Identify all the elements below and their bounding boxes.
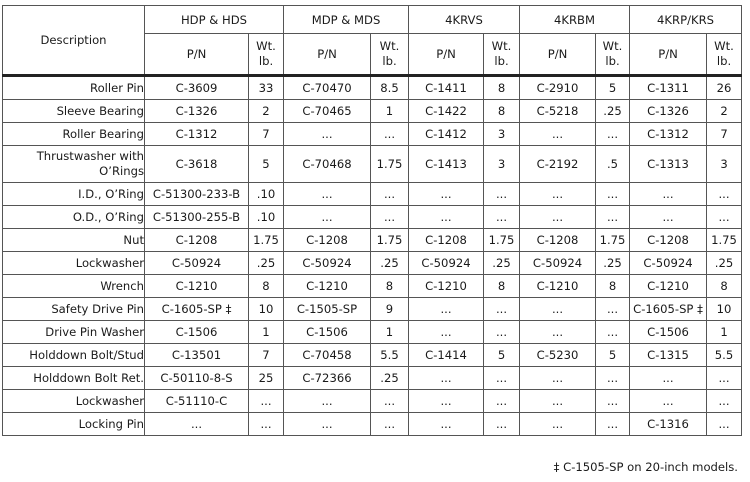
part-number-cell: ... <box>520 321 596 344</box>
part-description-line: O.D., O’Ring <box>72 209 144 224</box>
weight-cell: 8.5 <box>371 76 409 100</box>
part-number-cell: ... <box>520 367 596 390</box>
part-description-line: Drive Pin Washer <box>45 324 144 339</box>
part-number-cell: C-1311 <box>630 76 707 100</box>
table-row <box>3 100 742 123</box>
table-row <box>3 252 742 275</box>
weight-cell: 5.5 <box>371 344 409 367</box>
part-number-cell: C-1506 <box>145 321 249 344</box>
part-description <box>3 367 145 390</box>
part-number-cell: ... <box>409 413 484 436</box>
part-description-line: Thrustwasher with <box>36 149 144 163</box>
weight-cell: .25 <box>249 252 284 275</box>
weight-cell: 8 <box>484 275 520 298</box>
part-number-cell: C-1315 <box>630 344 707 367</box>
weight-cell: 10 <box>707 298 742 321</box>
weight-cell: ... <box>596 390 630 413</box>
part-number-cell: C-1210 <box>284 275 371 298</box>
weight-header <box>596 34 630 76</box>
weight-cell: .25 <box>371 367 409 390</box>
weight-header <box>484 34 520 76</box>
weight-cell: ... <box>596 298 630 321</box>
weight-header <box>707 34 742 76</box>
part-number-cell: C-1605-SP ‡ <box>145 298 249 321</box>
weight-cell: ... <box>596 321 630 344</box>
part-description <box>3 390 145 413</box>
part-number-cell: ... <box>284 206 371 229</box>
part-number-cell: C-50110-8-S <box>145 367 249 390</box>
part-number-cell: C-1210 <box>145 275 249 298</box>
model-header: HDP & HDS <box>145 6 284 34</box>
table-row <box>3 229 742 252</box>
weight-header-line: Wt. <box>256 39 276 53</box>
weight-cell: ... <box>596 413 630 436</box>
part-number-cell: ... <box>284 413 371 436</box>
pn-header: P/N <box>145 34 249 76</box>
pn-header: P/N <box>520 34 596 76</box>
part-description-line: Locking Pin <box>78 416 144 431</box>
part-number-cell: ... <box>630 206 707 229</box>
part-number-cell: C-2910 <box>520 76 596 100</box>
part-number-cell: C-5230 <box>520 344 596 367</box>
part-number-cell: C-1313 <box>630 146 707 183</box>
weight-cell: .10 <box>249 183 284 206</box>
weight-header <box>249 34 284 76</box>
weight-cell: ... <box>484 390 520 413</box>
weight-header-line: Wt. <box>491 39 512 53</box>
weight-cell: 10 <box>249 298 284 321</box>
weight-cell: 1 <box>371 100 409 123</box>
part-description <box>3 123 145 146</box>
weight-cell: ... <box>371 123 409 146</box>
weight-cell: ... <box>249 413 284 436</box>
part-number-cell: ... <box>145 413 249 436</box>
part-number-cell: C-1326 <box>145 100 249 123</box>
part-description-line: Sleeve Bearing <box>56 103 144 118</box>
weight-cell: 1 <box>249 321 284 344</box>
part-description <box>3 275 145 298</box>
part-number-cell: C-51110-C <box>145 390 249 413</box>
weight-header <box>371 34 409 76</box>
part-description-line: Nut <box>123 232 144 247</box>
model-header-row <box>3 6 742 34</box>
part-number-cell: C-1208 <box>520 229 596 252</box>
part-number-cell: C-1411 <box>409 76 484 100</box>
weight-cell: .25 <box>596 100 630 123</box>
table-row <box>3 183 742 206</box>
part-number-cell: C-50924 <box>145 252 249 275</box>
part-description <box>3 321 145 344</box>
weight-cell: 8 <box>484 100 520 123</box>
part-number-cell: C-1316 <box>630 413 707 436</box>
weight-cell: 3 <box>484 146 520 183</box>
part-number-cell: ... <box>409 183 484 206</box>
description-header: Description <box>3 6 145 76</box>
weight-cell: ... <box>371 390 409 413</box>
part-number-cell: C-1326 <box>630 100 707 123</box>
table-row <box>3 298 742 321</box>
part-description-line: Wrench <box>100 278 144 293</box>
weight-header-line: Wt. <box>714 39 734 53</box>
weight-cell: 7 <box>249 123 284 146</box>
weight-cell: ... <box>484 321 520 344</box>
weight-header-line: lb. <box>605 54 620 68</box>
model-header: 4KRVS <box>409 6 520 34</box>
model-header: MDP & MDS <box>284 6 409 34</box>
part-description-line: Holddown Bolt Ret. <box>33 370 144 385</box>
part-number-cell: ... <box>630 367 707 390</box>
part-number-cell: C-1210 <box>409 275 484 298</box>
weight-cell: 1.75 <box>249 229 284 252</box>
weight-cell: ... <box>596 367 630 390</box>
weight-cell: 1.75 <box>596 229 630 252</box>
table-row <box>3 390 742 413</box>
part-number-cell: C-1412 <box>409 123 484 146</box>
weight-cell: ... <box>371 183 409 206</box>
part-number-cell: ... <box>520 298 596 321</box>
weight-cell: 1.75 <box>707 229 742 252</box>
weight-cell: 8 <box>371 275 409 298</box>
weight-cell: 8 <box>596 275 630 298</box>
part-number-cell: ... <box>520 413 596 436</box>
weight-cell: ... <box>484 183 520 206</box>
weight-cell: 25 <box>249 367 284 390</box>
part-description-line: Holddown Bolt/Stud <box>29 347 144 362</box>
weight-cell: ... <box>484 413 520 436</box>
weight-cell: .25 <box>596 252 630 275</box>
part-number-cell: ... <box>409 206 484 229</box>
part-number-cell: C-72366 <box>284 367 371 390</box>
weight-header-line: lb. <box>716 54 732 68</box>
weight-cell: .25 <box>371 252 409 275</box>
part-number-cell: C-1506 <box>284 321 371 344</box>
pn-header: P/N <box>409 34 484 76</box>
part-number-cell: C-1414 <box>409 344 484 367</box>
weight-cell: .5 <box>596 146 630 183</box>
part-number-cell: C-1210 <box>630 275 707 298</box>
table-row <box>3 367 742 390</box>
weight-cell: ... <box>596 123 630 146</box>
part-number-cell: ... <box>409 298 484 321</box>
weight-cell: 1.75 <box>371 146 409 183</box>
part-number-cell: C-50924 <box>409 252 484 275</box>
part-description-line: O’Rings <box>99 164 144 178</box>
weight-cell: 1 <box>371 321 409 344</box>
part-description <box>3 206 145 229</box>
weight-cell: 2 <box>249 100 284 123</box>
part-number-cell: C-1605-SP ‡ <box>630 298 707 321</box>
footnote: ‡ C-1505-SP on 20-inch models. <box>553 460 738 474</box>
weight-cell: 1 <box>707 321 742 344</box>
weight-cell: 1.75 <box>371 229 409 252</box>
part-number-cell: C-50924 <box>284 252 371 275</box>
part-number-cell: ... <box>520 206 596 229</box>
pn-header: P/N <box>630 34 707 76</box>
weight-cell: 3 <box>707 146 742 183</box>
table-row <box>3 123 742 146</box>
weight-cell: ... <box>484 298 520 321</box>
weight-header-line: lb. <box>494 54 509 68</box>
weight-cell: 9 <box>371 298 409 321</box>
part-description <box>3 100 145 123</box>
part-number-cell: ... <box>284 390 371 413</box>
weight-cell: ... <box>249 390 284 413</box>
part-number-cell: C-1506 <box>630 321 707 344</box>
table-row <box>3 275 742 298</box>
weight-cell: 1.75 <box>484 229 520 252</box>
part-number-cell: C-50924 <box>630 252 707 275</box>
part-number-cell: C-70458 <box>284 344 371 367</box>
weight-cell: 8 <box>707 275 742 298</box>
part-number-cell: C-1312 <box>145 123 249 146</box>
table-row <box>3 413 742 436</box>
weight-cell: 5 <box>596 76 630 100</box>
table-row <box>3 146 742 183</box>
weight-cell: 3 <box>484 123 520 146</box>
part-number-cell: C-1413 <box>409 146 484 183</box>
part-number-cell: ... <box>630 390 707 413</box>
part-number-cell: C-1210 <box>520 275 596 298</box>
part-description <box>3 413 145 436</box>
part-description <box>3 344 145 367</box>
part-description <box>3 298 145 321</box>
part-number-cell: C-1505-SP <box>284 298 371 321</box>
part-number-cell: C-70468 <box>284 146 371 183</box>
part-number-cell: ... <box>409 367 484 390</box>
weight-cell: 5.5 <box>707 344 742 367</box>
weight-cell: 5 <box>484 344 520 367</box>
weight-cell: ... <box>707 183 742 206</box>
weight-cell: ... <box>707 390 742 413</box>
part-number-cell: ... <box>409 321 484 344</box>
part-description-line: Roller Pin <box>90 80 144 95</box>
weight-cell: 5 <box>596 344 630 367</box>
part-description-line: Lockwasher <box>75 393 144 408</box>
weight-cell: ... <box>707 413 742 436</box>
weight-cell: 7 <box>707 123 742 146</box>
part-number-cell: ... <box>409 390 484 413</box>
part-number-cell: C-2192 <box>520 146 596 183</box>
part-number-cell: ... <box>284 183 371 206</box>
model-header: 4KRBM <box>520 6 630 34</box>
weight-cell: .25 <box>484 252 520 275</box>
table-body <box>3 76 742 436</box>
part-number-cell: ... <box>520 123 596 146</box>
weight-cell: .25 <box>707 252 742 275</box>
weight-cell: 33 <box>249 76 284 100</box>
parts-table <box>2 5 742 436</box>
weight-header-line: Wt. <box>379 39 400 53</box>
weight-cell: ... <box>596 183 630 206</box>
table-row <box>3 76 742 100</box>
part-number-cell: C-13501 <box>145 344 249 367</box>
part-number-cell: C-51300-233-B <box>145 183 249 206</box>
weight-cell: ... <box>484 367 520 390</box>
part-number-cell: C-1208 <box>145 229 249 252</box>
weight-cell: 5 <box>249 146 284 183</box>
weight-cell: .10 <box>249 206 284 229</box>
part-number-cell: C-70465 <box>284 100 371 123</box>
part-description-line: Safety Drive Pin <box>51 301 144 316</box>
pn-header: P/N <box>284 34 371 76</box>
part-number-cell: ... <box>284 123 371 146</box>
part-number-cell: C-1208 <box>409 229 484 252</box>
weight-cell: 7 <box>249 344 284 367</box>
table-row <box>3 206 742 229</box>
weight-cell: ... <box>484 206 520 229</box>
part-description <box>3 76 145 100</box>
part-number-cell: ... <box>630 183 707 206</box>
part-number-cell: C-1208 <box>630 229 707 252</box>
part-description <box>3 229 145 252</box>
weight-header-line: lb. <box>382 54 397 68</box>
weight-cell: 26 <box>707 76 742 100</box>
part-description-line: Lockwasher <box>75 255 144 270</box>
weight-header-line: lb. <box>258 54 274 68</box>
part-number-cell: C-1208 <box>284 229 371 252</box>
part-number-cell: C-3618 <box>145 146 249 183</box>
weight-cell: 2 <box>707 100 742 123</box>
table-row <box>3 321 742 344</box>
part-description <box>3 146 145 183</box>
weight-cell: 8 <box>249 275 284 298</box>
part-number-cell: ... <box>520 390 596 413</box>
part-number-cell: C-1312 <box>630 123 707 146</box>
part-number-cell: C-50924 <box>520 252 596 275</box>
weight-header-line: Wt. <box>602 39 623 53</box>
weight-cell: ... <box>371 413 409 436</box>
weight-cell: ... <box>707 367 742 390</box>
part-description <box>3 252 145 275</box>
table-row <box>3 344 742 367</box>
weight-cell: ... <box>707 206 742 229</box>
part-number-cell: ... <box>520 183 596 206</box>
part-description <box>3 183 145 206</box>
weight-cell: ... <box>596 206 630 229</box>
part-number-cell: C-70470 <box>284 76 371 100</box>
part-number-cell: C-51300-255-B <box>145 206 249 229</box>
part-number-cell: C-5218 <box>520 100 596 123</box>
model-header: 4KRP/KRS <box>630 6 742 34</box>
weight-cell: ... <box>371 206 409 229</box>
weight-cell: 8 <box>484 76 520 100</box>
part-description-line: I.D., O’Ring <box>78 186 144 201</box>
part-number-cell: C-1422 <box>409 100 484 123</box>
part-description-line: Roller Bearing <box>62 126 144 141</box>
part-number-cell: C-3609 <box>145 76 249 100</box>
